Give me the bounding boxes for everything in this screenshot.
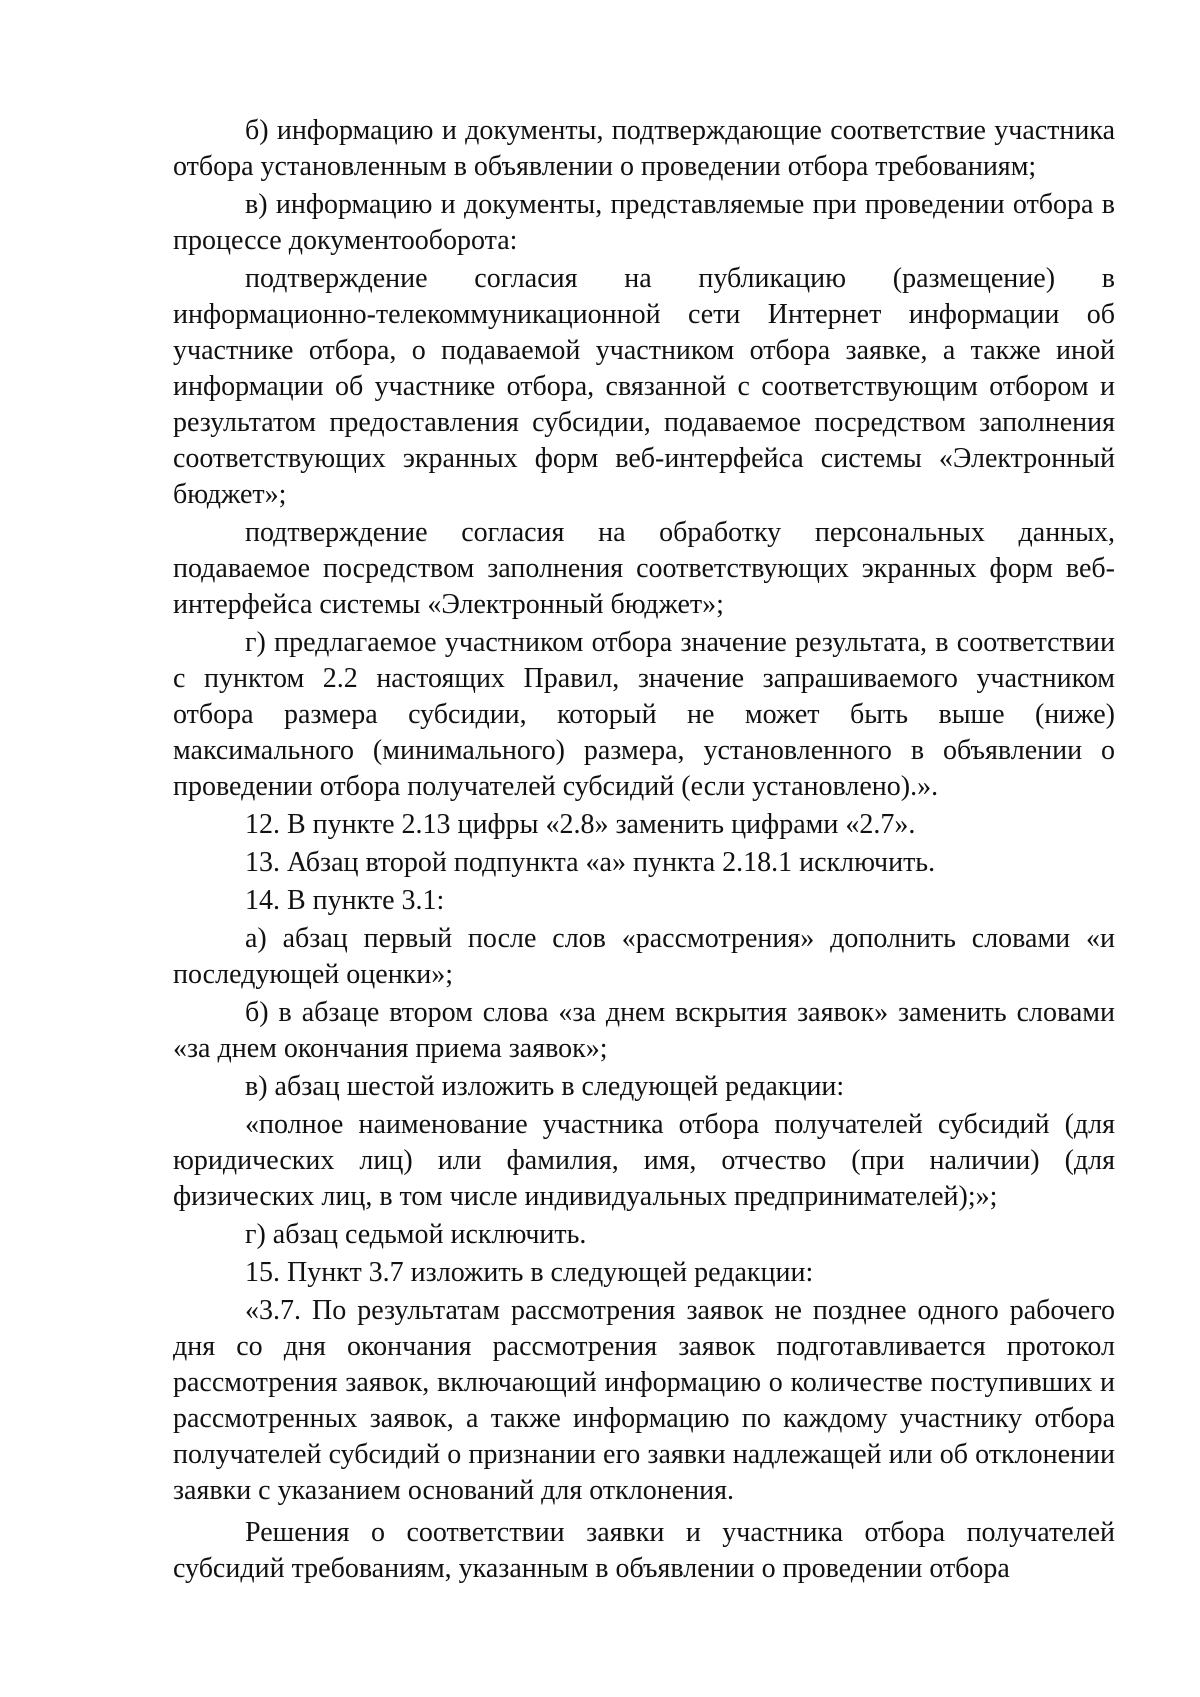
- paragraph-item-13: 13. Абзац второй подпункта «а» пункта 2.18.1 исключить.: [245, 847, 936, 878]
- paragraph-14-b: б) в абзаце втором слова «за днем вскрытия заявок» заменить словами «за днем окончания приема заявок»;: [173, 997, 1115, 1064]
- paragraph-full-name-quote: «полное наименование участника отбора получателей субсидий (для юридических лиц) или фамилия, имя, отчество (при наличии) (для физических лиц, в том числе индивидуальных предпринимателей);»;: [173, 1109, 1115, 1212]
- paragraph-14-g: г) абзац седьмой исключить.: [245, 1219, 587, 1250]
- paragraph-consent-personal-data: подтверждение согласия на обработку персональных данных, подаваемое посредством заполнения соответствующих экранных форм веб-интерфейса системы «Электронный бюджет»;: [173, 517, 1115, 620]
- paragraph-item-15: 15. Пункт 3.7 изложить в следующей редакции:: [245, 1257, 814, 1288]
- paragraph-14-a: а) абзац первый после слов «рассмотрения» дополнить словами «и последующей оценки»;: [173, 923, 1115, 990]
- paragraph-3-7-quote: «3.7. По результатам рассмотрения заявок не позднее одного рабочего дня со дня окончания рассмотрения заявок подготавливается протокол рассмотрения заявок, включающий информацию о количестве поступивших и рассмотренных заявок, а также информацию по каждому участнику отбора получателей субсидий о признании его заявки надлежащей или об отклонении заявки с указанием оснований для отклонения.: [173, 1295, 1115, 1506]
- paragraph-14-v: в) абзац шестой изложить в следующей редакции:: [245, 1071, 845, 1102]
- paragraph-item-14: 14. В пункте 3.1:: [245, 885, 445, 916]
- paragraph-consent-publication: подтверждение согласия на публикацию (размещение) в информационно-телекоммуникационной сети Интернет информации об участнике отбора, о подаваемой участником отбора заявке, а также иной информации об участнике отбора, связанной с соответствующим отбором и результатом предоставления субсидии, подаваемое посредством заполнения соответствующих экранных форм веб-интерфейса системы «Электронный бюджет»;: [173, 263, 1115, 510]
- paragraph-item-12: 12. В пункте 2.13 цифры «2.8» заменить цифрами «2.7».: [245, 809, 916, 840]
- paragraph-b-information: б) информацию и документы, подтверждающие соответствие участника отбора установленным в объявлении о проведении отбора требованиям;: [173, 115, 1115, 182]
- paragraph-g-result-value: г) предлагаемое участником отбора значение результата, в соответствии с пунктом 2.2 настоящих Правил, значение запрашиваемого участником отбора размера субсидии, который не может быть выше (ниже) максимального (минимального) размера, установленного в объявлении о проведении отбора получателей субсидий (если установлено).».: [173, 627, 1115, 802]
- document-page: [173, 113, 1115, 1589]
- paragraph-decisions: Решения о соответствии заявки и участника отбора получателей субсидий требованиям, указанным в объявлении о проведении отбора: [173, 1517, 1115, 1584]
- paragraph-v-documents: в) информацию и документы, представляемые при проведении отбора в процессе документооборота:: [173, 189, 1115, 256]
